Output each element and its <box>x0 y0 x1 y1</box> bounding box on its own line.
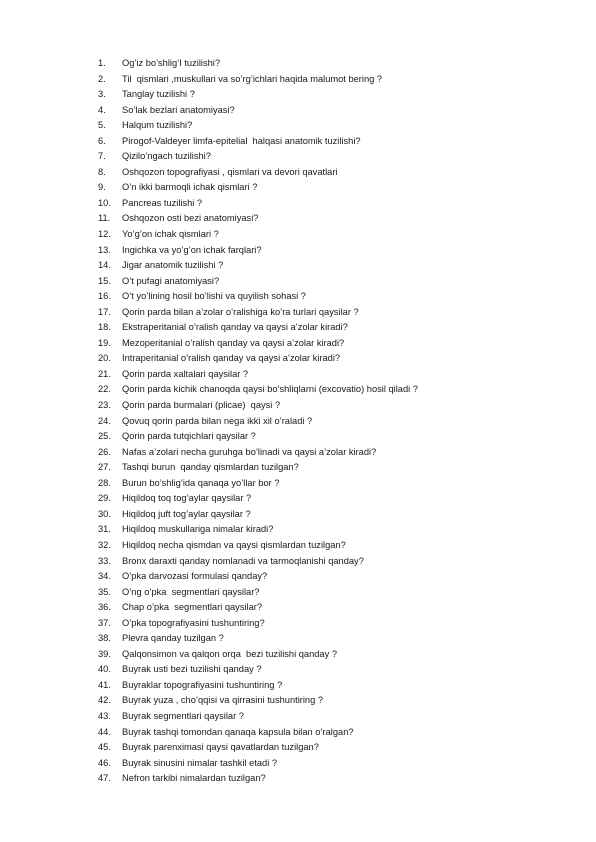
question-text: Qorin parda bilan a’zolar o’ralishiga ko’ra turlari qaysilar ? <box>122 306 359 317</box>
question-text: Yo’g’on ichak qismlari ? <box>122 229 219 240</box>
question-number: 41. <box>98 679 111 690</box>
list-item <box>98 569 558 585</box>
question-text: Burun bo’shlig’ida qanaqa yo’llar bor ? <box>122 477 280 488</box>
list-item <box>98 211 558 227</box>
list-item <box>98 725 558 741</box>
question-text: Buyrak tashqi tomondan qanaqa kapsula bilan o’ralgan? <box>122 726 354 737</box>
question-number: 14. <box>98 260 111 271</box>
question-number: 20. <box>98 353 111 364</box>
question-text: Hiqildoq juft tog’aylar qaysilar ? <box>122 508 251 519</box>
list-item <box>98 631 558 647</box>
question-number: 33. <box>98 555 111 566</box>
question-text: Buyrak parenximasi qaysi qavatlardan tuzilgan? <box>122 742 319 753</box>
list-item <box>98 382 558 398</box>
list-item <box>98 522 558 538</box>
question-number: 46. <box>98 757 111 768</box>
list-item <box>98 149 558 165</box>
question-text: Pirogof-Valdeyer limfa-epitelial halqasi anatomik tuzilishi? <box>122 135 361 146</box>
question-number: 31. <box>98 524 111 535</box>
question-text: O’pka topografiyasini tushuntiring? <box>122 617 265 628</box>
list-item <box>98 118 558 134</box>
list-item <box>98 647 558 663</box>
question-number: 12. <box>98 229 111 240</box>
question-number: 25. <box>98 431 111 442</box>
question-number: 28. <box>98 477 111 488</box>
list-item <box>98 196 558 212</box>
question-text: Qalqonsimon va qalqon orqa bezi tuzilishi qanday ? <box>122 648 337 659</box>
question-number: 35. <box>98 586 111 597</box>
question-number: 27. <box>98 462 111 473</box>
list-item <box>98 771 558 787</box>
question-text: Bronx daraxti qanday nomlanadi va tarmoqlanishi qanday? <box>122 555 364 566</box>
list-item <box>98 538 558 554</box>
list-item <box>98 507 558 523</box>
question-number: 47. <box>98 773 111 784</box>
question-text: O’ng o’pka segmentlari qaysilar? <box>122 586 260 597</box>
list-item <box>98 72 558 88</box>
question-text: O’n ikki barmoqli ichak qismlari ? <box>122 182 258 193</box>
list-item <box>98 103 558 119</box>
list-item <box>98 429 558 445</box>
question-text: Buyrak segmentlari qaysilar ? <box>122 710 244 721</box>
question-text: Oshqozon topografiyasi , qismlari va devori qavatlari <box>122 166 338 177</box>
question-text: Mezoperitanial o’ralish qanday va qaysi a’zolar kiradi? <box>122 337 345 348</box>
question-number: 16. <box>98 291 111 302</box>
question-text: Og’iz bo’shlig’I tuzilishi? <box>122 58 221 68</box>
question-number: 42. <box>98 695 111 706</box>
list-item <box>98 554 558 570</box>
question-number: 29. <box>98 493 111 504</box>
question-text: Intraperitanial o’ralish qanday va qaysi a’zolar kiradi? <box>122 353 341 364</box>
list-item <box>98 616 558 632</box>
list-item <box>98 398 558 414</box>
list-item <box>98 243 558 259</box>
question-number: 13. <box>98 244 111 255</box>
question-text: Til qismlari ,muskullari va so’rg’ichlari haqida malumot bering ? <box>122 73 383 84</box>
list-item <box>98 491 558 507</box>
list-item <box>98 274 558 290</box>
question-text: Oshqozon osti bezi anatomiyasi? <box>122 213 259 224</box>
question-number: 45. <box>98 742 111 753</box>
list-item <box>98 460 558 476</box>
question-text: O’pka darvozasi formulasi qanday? <box>122 571 268 582</box>
list-item <box>98 305 558 321</box>
question-number: 37. <box>98 617 111 628</box>
question-text: Chap o’pka segmentlari qaysilar? <box>122 602 263 613</box>
question-number: 21. <box>98 368 111 379</box>
question-number: 22. <box>98 384 111 395</box>
list-item <box>98 165 558 181</box>
question-text: Qorin parda kichik chanoqda qaysi bo’shliqlarni (excovatio) hosil qiladi ? <box>122 384 418 395</box>
question-text: Hiqildoq muskullariga nimalar kiradi? <box>122 524 274 535</box>
question-text: Buyraklar topografiyasini tushuntiring ? <box>122 679 283 690</box>
list-item <box>98 258 558 274</box>
question-number: 17. <box>98 306 111 317</box>
list-item <box>98 227 558 243</box>
question-text: Tashqi burun qanday qismlardan tuzilgan? <box>122 462 299 473</box>
question-text: Buyrak yuza , cho’qqisi va qirrasini tushuntiring ? <box>122 695 324 706</box>
list-item <box>98 336 558 352</box>
question-number: 2. <box>98 73 106 84</box>
question-number: 18. <box>98 322 111 333</box>
question-text: Pancreas tuzilishi ? <box>122 197 203 208</box>
list-item <box>98 662 558 678</box>
list-item <box>98 585 558 601</box>
question-number: 38. <box>98 633 111 644</box>
question-number: 39. <box>98 648 111 659</box>
question-text: O’t pufagi anatomiyasi? <box>122 275 220 286</box>
question-number: 32. <box>98 539 111 550</box>
question-number: 34. <box>98 571 111 582</box>
question-number: 8. <box>98 166 106 177</box>
question-text: Hiqildoq toq tog’aylar qaysilar ? <box>122 493 252 504</box>
question-number: 10. <box>98 197 111 208</box>
question-text: Qizilo’ngach tuzilishi? <box>122 151 211 162</box>
question-text: Qorin parda xaltalari qaysilar ? <box>122 368 249 379</box>
list-item <box>98 134 558 150</box>
list-item <box>98 180 558 196</box>
question-number: 19. <box>98 337 111 348</box>
question-number: 9. <box>98 182 106 193</box>
list-item <box>98 756 558 772</box>
question-number: 4. <box>98 104 106 115</box>
list-item <box>98 414 558 430</box>
question-text: Qorin parda tutqichlari qaysilar ? <box>122 431 256 442</box>
question-text: Nefron tarkibi nimalardan tuzilgan? <box>122 773 266 784</box>
question-number: 43. <box>98 710 111 721</box>
question-number: 6. <box>98 135 106 146</box>
question-text: Plevra qanday tuzilgan ? <box>122 633 224 644</box>
question-text: Qovuq qorin parda bilan nega ikki xil o’raladi ? <box>122 415 313 426</box>
list-item <box>98 289 558 305</box>
question-number: 40. <box>98 664 111 675</box>
question-number: 36. <box>98 602 111 613</box>
question-number: 44. <box>98 726 111 737</box>
list-item <box>98 351 558 367</box>
question-number: 30. <box>98 508 111 519</box>
question-text: O’t yo’lining hosil bo’lishi va quyilish sohasi ? <box>122 291 306 302</box>
question-number: 3. <box>98 89 106 100</box>
list-item <box>98 367 558 383</box>
list-item <box>98 709 558 725</box>
question-text: Ekstraperitanial o’ralish qanday va qaysi a’zolar kiradi? <box>122 322 348 333</box>
question-text: Buyrak sinusini nimalar tashkil etadi ? <box>122 757 278 768</box>
question-text: Qorin parda burmalari (plicae) qaysi ? <box>122 400 281 411</box>
list-item <box>98 476 558 492</box>
list-item <box>98 320 558 336</box>
question-number: 7. <box>98 151 106 162</box>
list-item <box>98 87 558 103</box>
question-text: Halqum tuzilishi? <box>122 120 193 131</box>
question-number: 24. <box>98 415 111 426</box>
question-text: So’lak bezlari anatomiyasi? <box>122 104 235 115</box>
question-text: Ingichka va yo’g’on ichak farqlari? <box>122 244 262 255</box>
list-item <box>98 56 558 72</box>
question-number: 5. <box>98 120 106 131</box>
list-item <box>98 740 558 756</box>
question-list <box>98 56 558 787</box>
question-number: 1. <box>98 58 106 68</box>
list-item <box>98 600 558 616</box>
question-text: Nafas a’zolari necha guruhga bo’linadi va qaysi a’zolar kiradi? <box>122 446 377 457</box>
question-number: 11. <box>98 213 111 224</box>
question-text: Hiqildoq necha qismdan va qaysi qismlardan tuzilgan? <box>122 539 346 550</box>
question-text: Buyrak usti bezi tuzilishi qanday ? <box>122 664 262 675</box>
question-number: 26. <box>98 446 111 457</box>
list-item <box>98 445 558 461</box>
list-item <box>98 678 558 694</box>
list-item <box>98 693 558 709</box>
question-text: Jigar anatomik tuzilishi ? <box>122 260 224 271</box>
question-number: 23. <box>98 400 111 411</box>
question-number: 15. <box>98 275 111 286</box>
question-text: Tanglay tuzilishi ? <box>122 89 195 100</box>
